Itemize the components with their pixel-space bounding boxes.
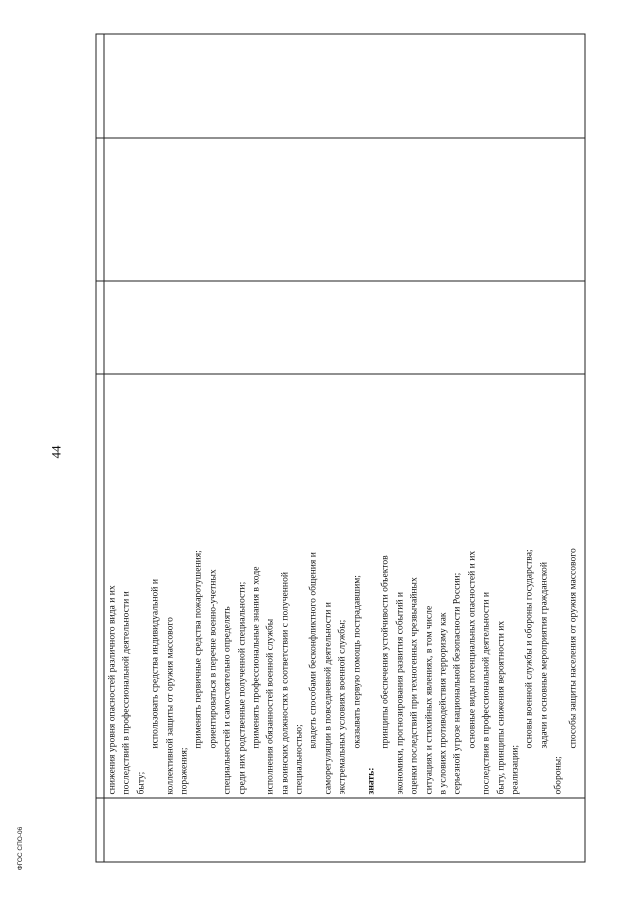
top-cell-2 [97, 374, 104, 798]
content-line: способы защиты населения от оружия массового [567, 548, 578, 749]
content-line: коллективной защиты от оружия массового [164, 617, 176, 795]
top-cell-4 [97, 138, 104, 281]
content-line: задачи и основные мероприятия гражданской [538, 562, 550, 749]
hours-obligatory-cell [105, 138, 585, 281]
content-line: реализации; [509, 744, 521, 795]
page-number-text: 44 [48, 445, 63, 459]
content-line: экономики, прогнозирования развития событий и [394, 591, 406, 795]
top-cell-5 [97, 35, 104, 138]
top-cell-1 [97, 798, 104, 862]
footer-code-text: ФГОС СПО-06 [17, 826, 25, 870]
content-line: специальностью; [293, 724, 305, 795]
content-line: основные виды потенциальных опасностей и их [466, 550, 478, 749]
standards-table [96, 34, 586, 863]
content-line: ориентироваться в перечне военно-учетных [207, 569, 219, 749]
content-line: исполнения обязанностей военной службы [264, 618, 276, 795]
content-line: экстремальных условиях военной службы; [336, 619, 348, 795]
content-line: специальностей и самостоятельно определять [221, 606, 233, 795]
content-line: ситуациях и стихийных явлениях, в том числе [423, 605, 435, 795]
top-cell-3 [97, 281, 104, 374]
content-line: владеть способами бесконфликтного общения и [307, 552, 319, 749]
content-line: среди них родственные полученной специальности; [236, 581, 248, 795]
hours-max-cell [105, 281, 585, 374]
content-line: в условиях противодействия терроризму как [437, 612, 449, 795]
content-line: серьезной угрозе национальной безопасности России; [451, 572, 463, 795]
content-line: быту, принципы снижения вероятности их [495, 620, 507, 795]
content-line: оказывать первую помощь пострадавшим; [351, 575, 363, 749]
content-line: использовать средства индивидуальной и [149, 579, 161, 749]
content-line: последствия в профессиональной деятельности и [480, 591, 492, 795]
content-line: поражения; [178, 747, 190, 795]
requirements-cell [105, 374, 585, 798]
content-line: последствий в профессиональной деятельности и [120, 591, 132, 795]
content-line: применять первичные средства пожаротушения; [192, 550, 204, 749]
competencies-cell [105, 35, 585, 138]
table-main-row [105, 35, 585, 862]
content-line: применять профессиональные знания в ходе [250, 566, 262, 749]
content-line: снижения уровня опасностей различного вида и их [106, 585, 118, 795]
content-line: знать: [365, 767, 377, 795]
index-cell [105, 798, 585, 862]
content-line: быту; [135, 771, 147, 795]
content-line: на воинских должностях в соответствии с полученной [279, 571, 291, 795]
content-line: саморегуляции в повседневной деятельности и [322, 602, 334, 795]
footer-code [6, 822, 36, 874]
content-line: обороны; [552, 756, 564, 795]
page-number [45, 441, 67, 463]
table-top-row [97, 35, 105, 862]
content-line: принципы обеспечения устойчивости объектов [379, 555, 391, 749]
content-line: основы военной службы и обороны государства; [523, 549, 535, 749]
content-line: оценки последствий при техногенных чрезвычайных [408, 577, 420, 795]
